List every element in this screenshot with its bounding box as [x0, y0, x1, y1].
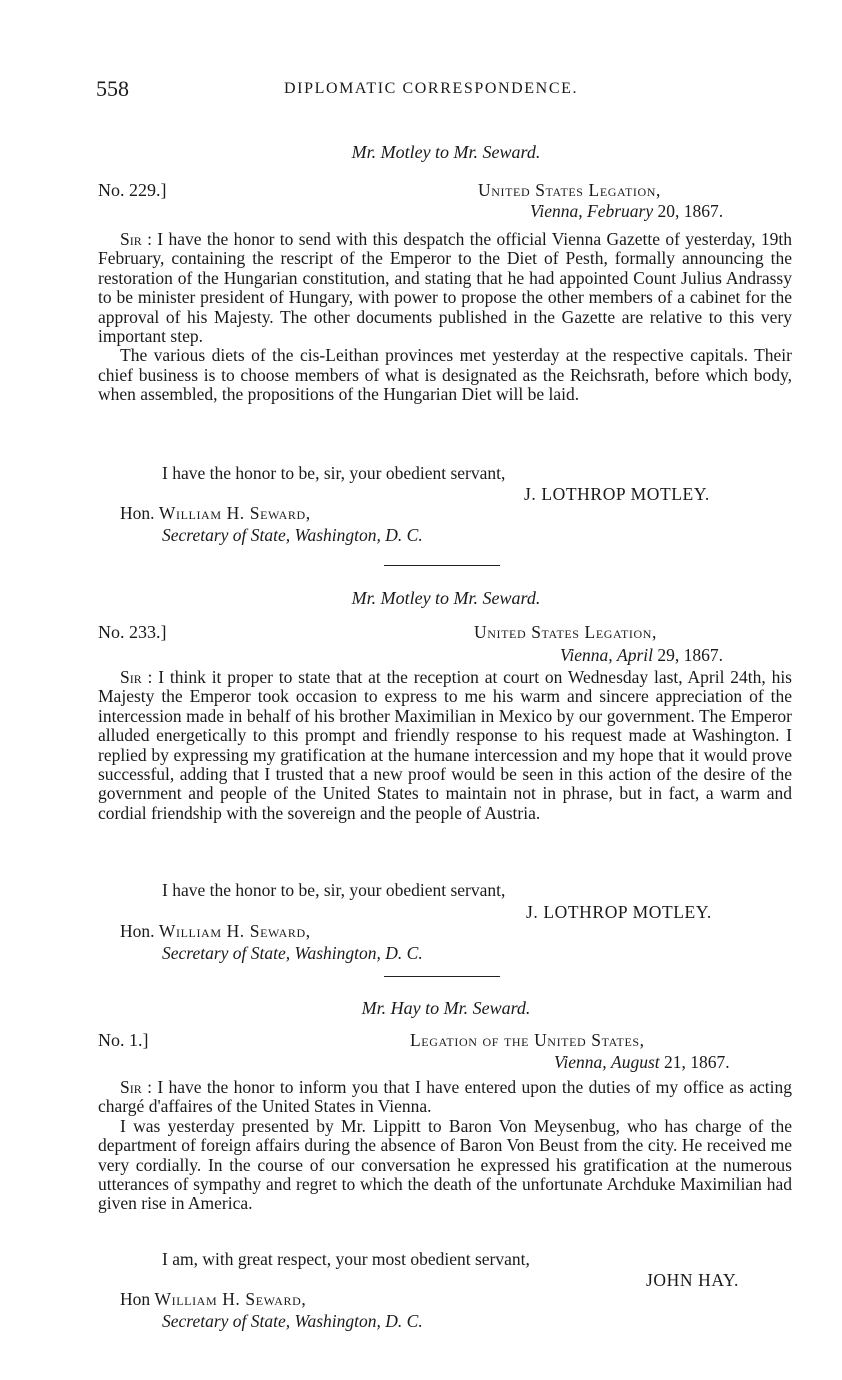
letter-1-date: Vienna, February 20, 1867. [530, 201, 724, 221]
letter-1-paragraph: The various diets of the cis-Leithan provinces met yesterday at the respective capitals. Their chief business is to choose members of what is designated as the Reichsrath, before which body, when assembled, the propositions of the Hungarian Diet will be laid. [98, 345, 792, 405]
letter-3-number: No. 1.] [98, 1030, 149, 1050]
letter-2-body [98, 668, 792, 823]
letter-3-body [98, 1078, 792, 1214]
letter-1-legation: United States Legation, [478, 180, 662, 200]
section-divider [384, 565, 500, 566]
running-header [96, 76, 796, 106]
salutation: Sir : [120, 1077, 152, 1097]
letter-2-paragraph: Sir : I think it proper to state that at the reception at court on Wednesday last, April 24th, his Majesty the Emperor took occasion to express to me his warm and sincere appreciation of the intercession made in behalf of his brother Maximilian in Mexico by our government. The Emperor alluded energetically to this prompt and friendly response to his request made at Washington. I replied by expressing my gratification at the humane intercession and my hope that it would prove successful, adding that I trusted that a new proof would be seen in this action of the desire of the government and people of the United States to maintain not in phrase, but in fact, a warm and cordial friendship with the sovereign and the people of Austria. [98, 667, 792, 823]
letter-2-addressee-title: Secretary of State, Washington, D. C. [162, 943, 423, 963]
letter-1-body [98, 230, 792, 405]
letter-3-legation: Legation of the United States, [410, 1030, 645, 1050]
letter-3-addressee-title: Secretary of State, Washington, D. C. [162, 1311, 423, 1331]
letter-3-paragraph: I was yesterday presented by Mr. Lippitt to Baron Von Meysenbug, who has charge of the department of foreign affairs during the absence of Baron Von Beust from the city. He received me very cordially. In the course of our conversation he expressed his gratification at the numerous utterances of sympathy and regret to which the death of the unfortunate Archduke Maximilian had given rise in America. [98, 1115, 792, 1214]
letter-1-signature: J. LOTHROP MOTLEY. [524, 484, 710, 504]
letter-2-signature: J. LOTHROP MOTLEY. [526, 902, 712, 922]
letter-1-paragraph: Sir : I have the honor to send with this despatch the official Vienna Gazette of yesterday, 19th February, containing the rescript of the Emperor to the Diet of Pesth, formally announcing the restoration of the Hungarian constitution, and stating that he had appointed Count Julius Andrassy to be minister president of Hungary, with power to propose the other members of a cabinet for the approval of his Majesty. The other documents published in the Gazette are relative to this very important step. [98, 229, 792, 347]
letter-2-heading: Mr. Motley to Mr. Seward. [351, 588, 541, 608]
letter-3-date: Vienna, August 21, 1867. [554, 1052, 730, 1072]
letter-3-closing: I am, with great respect, your most obedient servant, [162, 1249, 530, 1269]
salutation: Sir : [120, 229, 152, 249]
letter-2-date: Vienna, April 29, 1867. [560, 645, 724, 665]
letter-2-legation: United States Legation, [474, 622, 658, 642]
letter-1-addressee: Hon. William H. Seward, [120, 503, 311, 523]
letter-2-number: No. 233.] [98, 622, 167, 642]
running-title: DIPLOMATIC CORRESPONDENCE. [284, 80, 579, 97]
letter-3-paragraph: Sir : I have the honor to inform you that I have entered upon the duties of my office as acting chargé d'affaires of the United States in Vienna. [98, 1077, 792, 1117]
letter-2-addressee: Hon. William H. Seward, [120, 921, 311, 941]
letter-3-signature: JOHN HAY. [646, 1270, 739, 1290]
salutation: Sir : [120, 667, 153, 687]
letter-3-heading: Mr. Hay to Mr. Seward. [361, 998, 531, 1018]
section-divider [384, 976, 500, 977]
letter-3-addressee: Hon William H. Seward, [120, 1289, 307, 1309]
letter-1-number: No. 229.] [98, 180, 167, 200]
letter-1-closing: I have the honor to be, sir, your obedient servant, [162, 463, 506, 483]
letter-1-heading: Mr. Motley to Mr. Seward. [351, 142, 541, 162]
letter-1-addressee-title: Secretary of State, Washington, D. C. [162, 525, 423, 545]
page-number: 558 [96, 76, 129, 101]
letter-2-closing: I have the honor to be, sir, your obedient servant, [162, 880, 506, 900]
